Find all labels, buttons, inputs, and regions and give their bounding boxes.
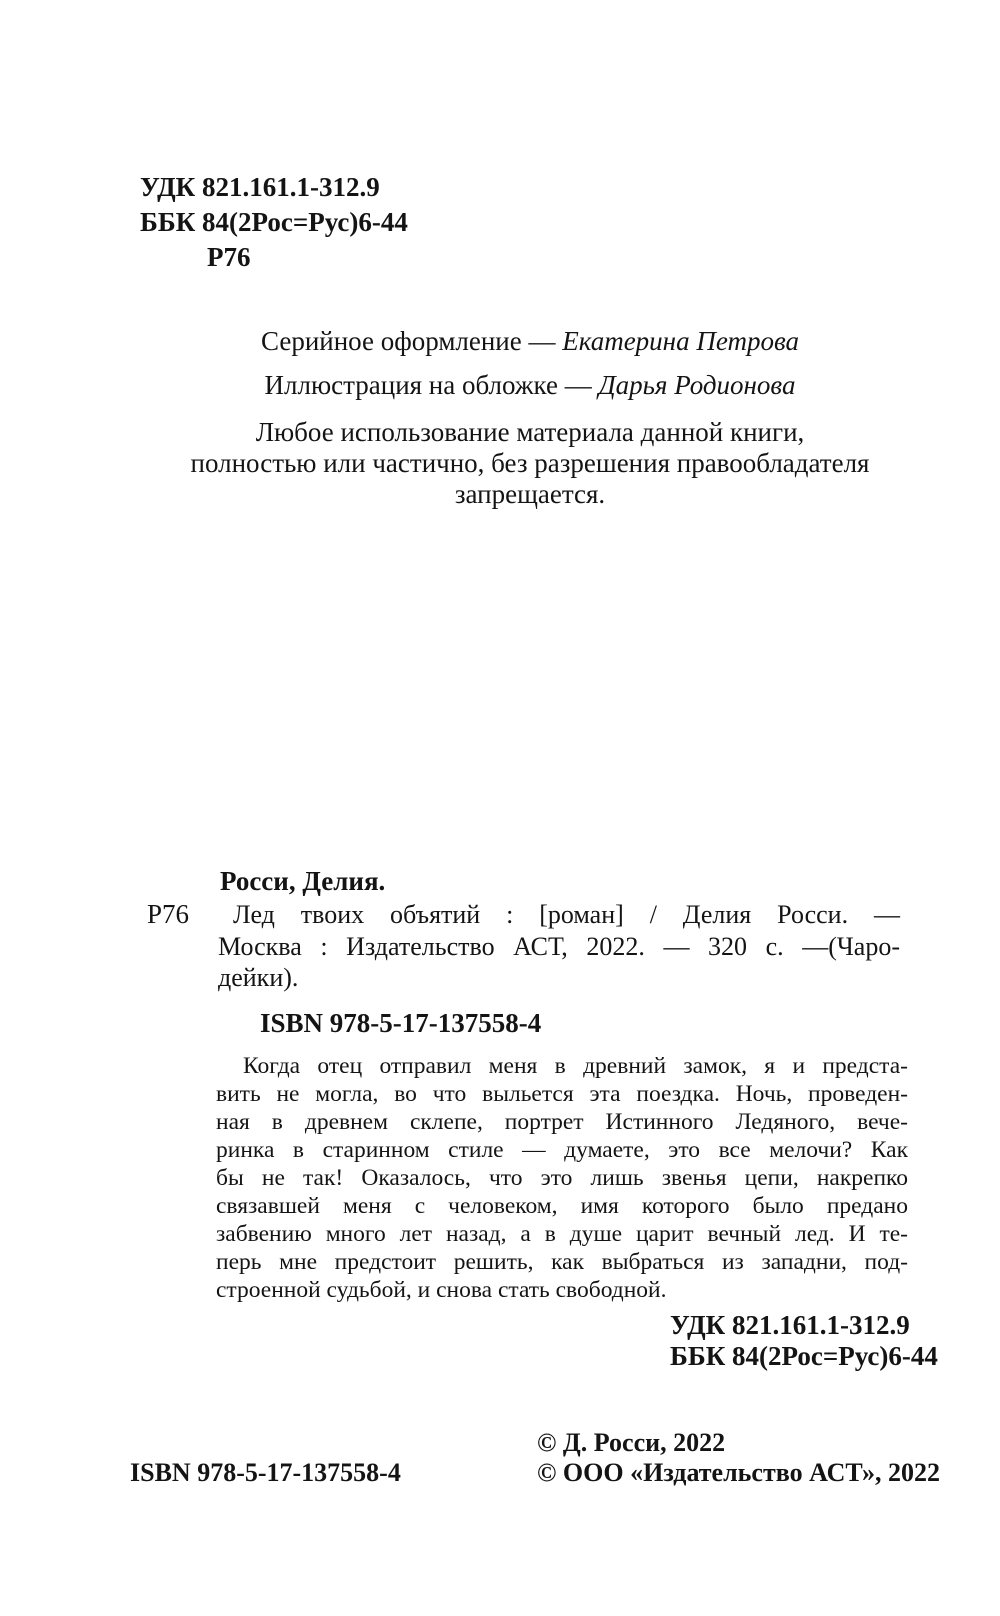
annotation-paragraph bbox=[216, 1052, 908, 1304]
rights-notice bbox=[145, 417, 915, 510]
text-line: Лед твоих объятий : [роман] / Делия Росси. — bbox=[233, 900, 900, 929]
series-designer-name: Екатерина Петрова bbox=[562, 326, 799, 356]
udk-code-bottom: УДК 821.161.1-312.9 bbox=[670, 1310, 910, 1340]
text-line: Когда отец отправил меня в древний замок, я и предста- bbox=[243, 1053, 908, 1079]
cover-illustration-label: Иллюстрация на обложке — bbox=[264, 370, 599, 400]
text-line: связавшей меня с человеком, имя которого было предано bbox=[216, 1193, 908, 1219]
text-line: строенной судьбой, и снова стать свободной. bbox=[216, 1277, 667, 1303]
catalog-entry-text bbox=[218, 899, 900, 994]
copyright-publisher-line: © ООО «Издательство АСТ», 2022 bbox=[537, 1458, 941, 1487]
series-design-label: Серийное оформление — bbox=[261, 326, 563, 356]
catalog-shelf-code: Р76 bbox=[147, 899, 190, 929]
text-line: вить не могла, во что выльется эта поездка. Ночь, проведен- bbox=[216, 1081, 908, 1107]
bbk-code-bottom: ББК 84(2Рос=Рус)6-44 bbox=[670, 1341, 938, 1371]
author-sign-code: Р76 bbox=[207, 242, 251, 272]
text-line: ринка в старинном стиле — думаете, это все мелочи? Как bbox=[216, 1137, 908, 1163]
text-line: ная в древнем склепе, портрет Истинного Ледяного, вече- bbox=[216, 1109, 908, 1135]
text-line: забвению много лет назад, а в душе царит вечный лед. И те- bbox=[216, 1221, 908, 1247]
top-classification-codes bbox=[140, 170, 408, 275]
cover-illustration-credit bbox=[145, 370, 915, 401]
cover-illustrator-name: Дарья Родионова bbox=[598, 370, 796, 400]
text-line: запрещается. bbox=[454, 479, 606, 509]
bottom-isbn: ISBN 978-5-17-137558-4 bbox=[130, 1458, 401, 1487]
catalog-isbn: ISBN 978-5-17-137558-4 bbox=[260, 1008, 542, 1038]
text-line: Москва : Издательство АСТ, 2022. — 320 с. —(Чаро- bbox=[218, 931, 900, 961]
bottom-classification-codes bbox=[670, 1310, 938, 1372]
bbk-code: ББК 84(2Рос=Рус)6-44 bbox=[140, 207, 408, 237]
text-line: полностью или частично, без разрешения правообладателя bbox=[190, 448, 870, 478]
series-design-credit bbox=[145, 326, 915, 357]
text-line: бы не так! Оказалось, что это лишь звенья цепи, накрепко bbox=[216, 1165, 908, 1191]
text-line: дейки). bbox=[218, 963, 299, 992]
text-line: перь мне предстоит решить, как выбраться из западни, под- bbox=[216, 1249, 908, 1275]
udk-code: УДК 821.161.1-312.9 bbox=[140, 172, 380, 202]
credits-block bbox=[145, 326, 915, 510]
text-line: Любое использование материала данной книги, bbox=[255, 417, 805, 447]
copyright-author-line: © Д. Росси, 2022 bbox=[537, 1428, 726, 1457]
catalog-author-heading: Росси, Делия. bbox=[220, 866, 386, 896]
